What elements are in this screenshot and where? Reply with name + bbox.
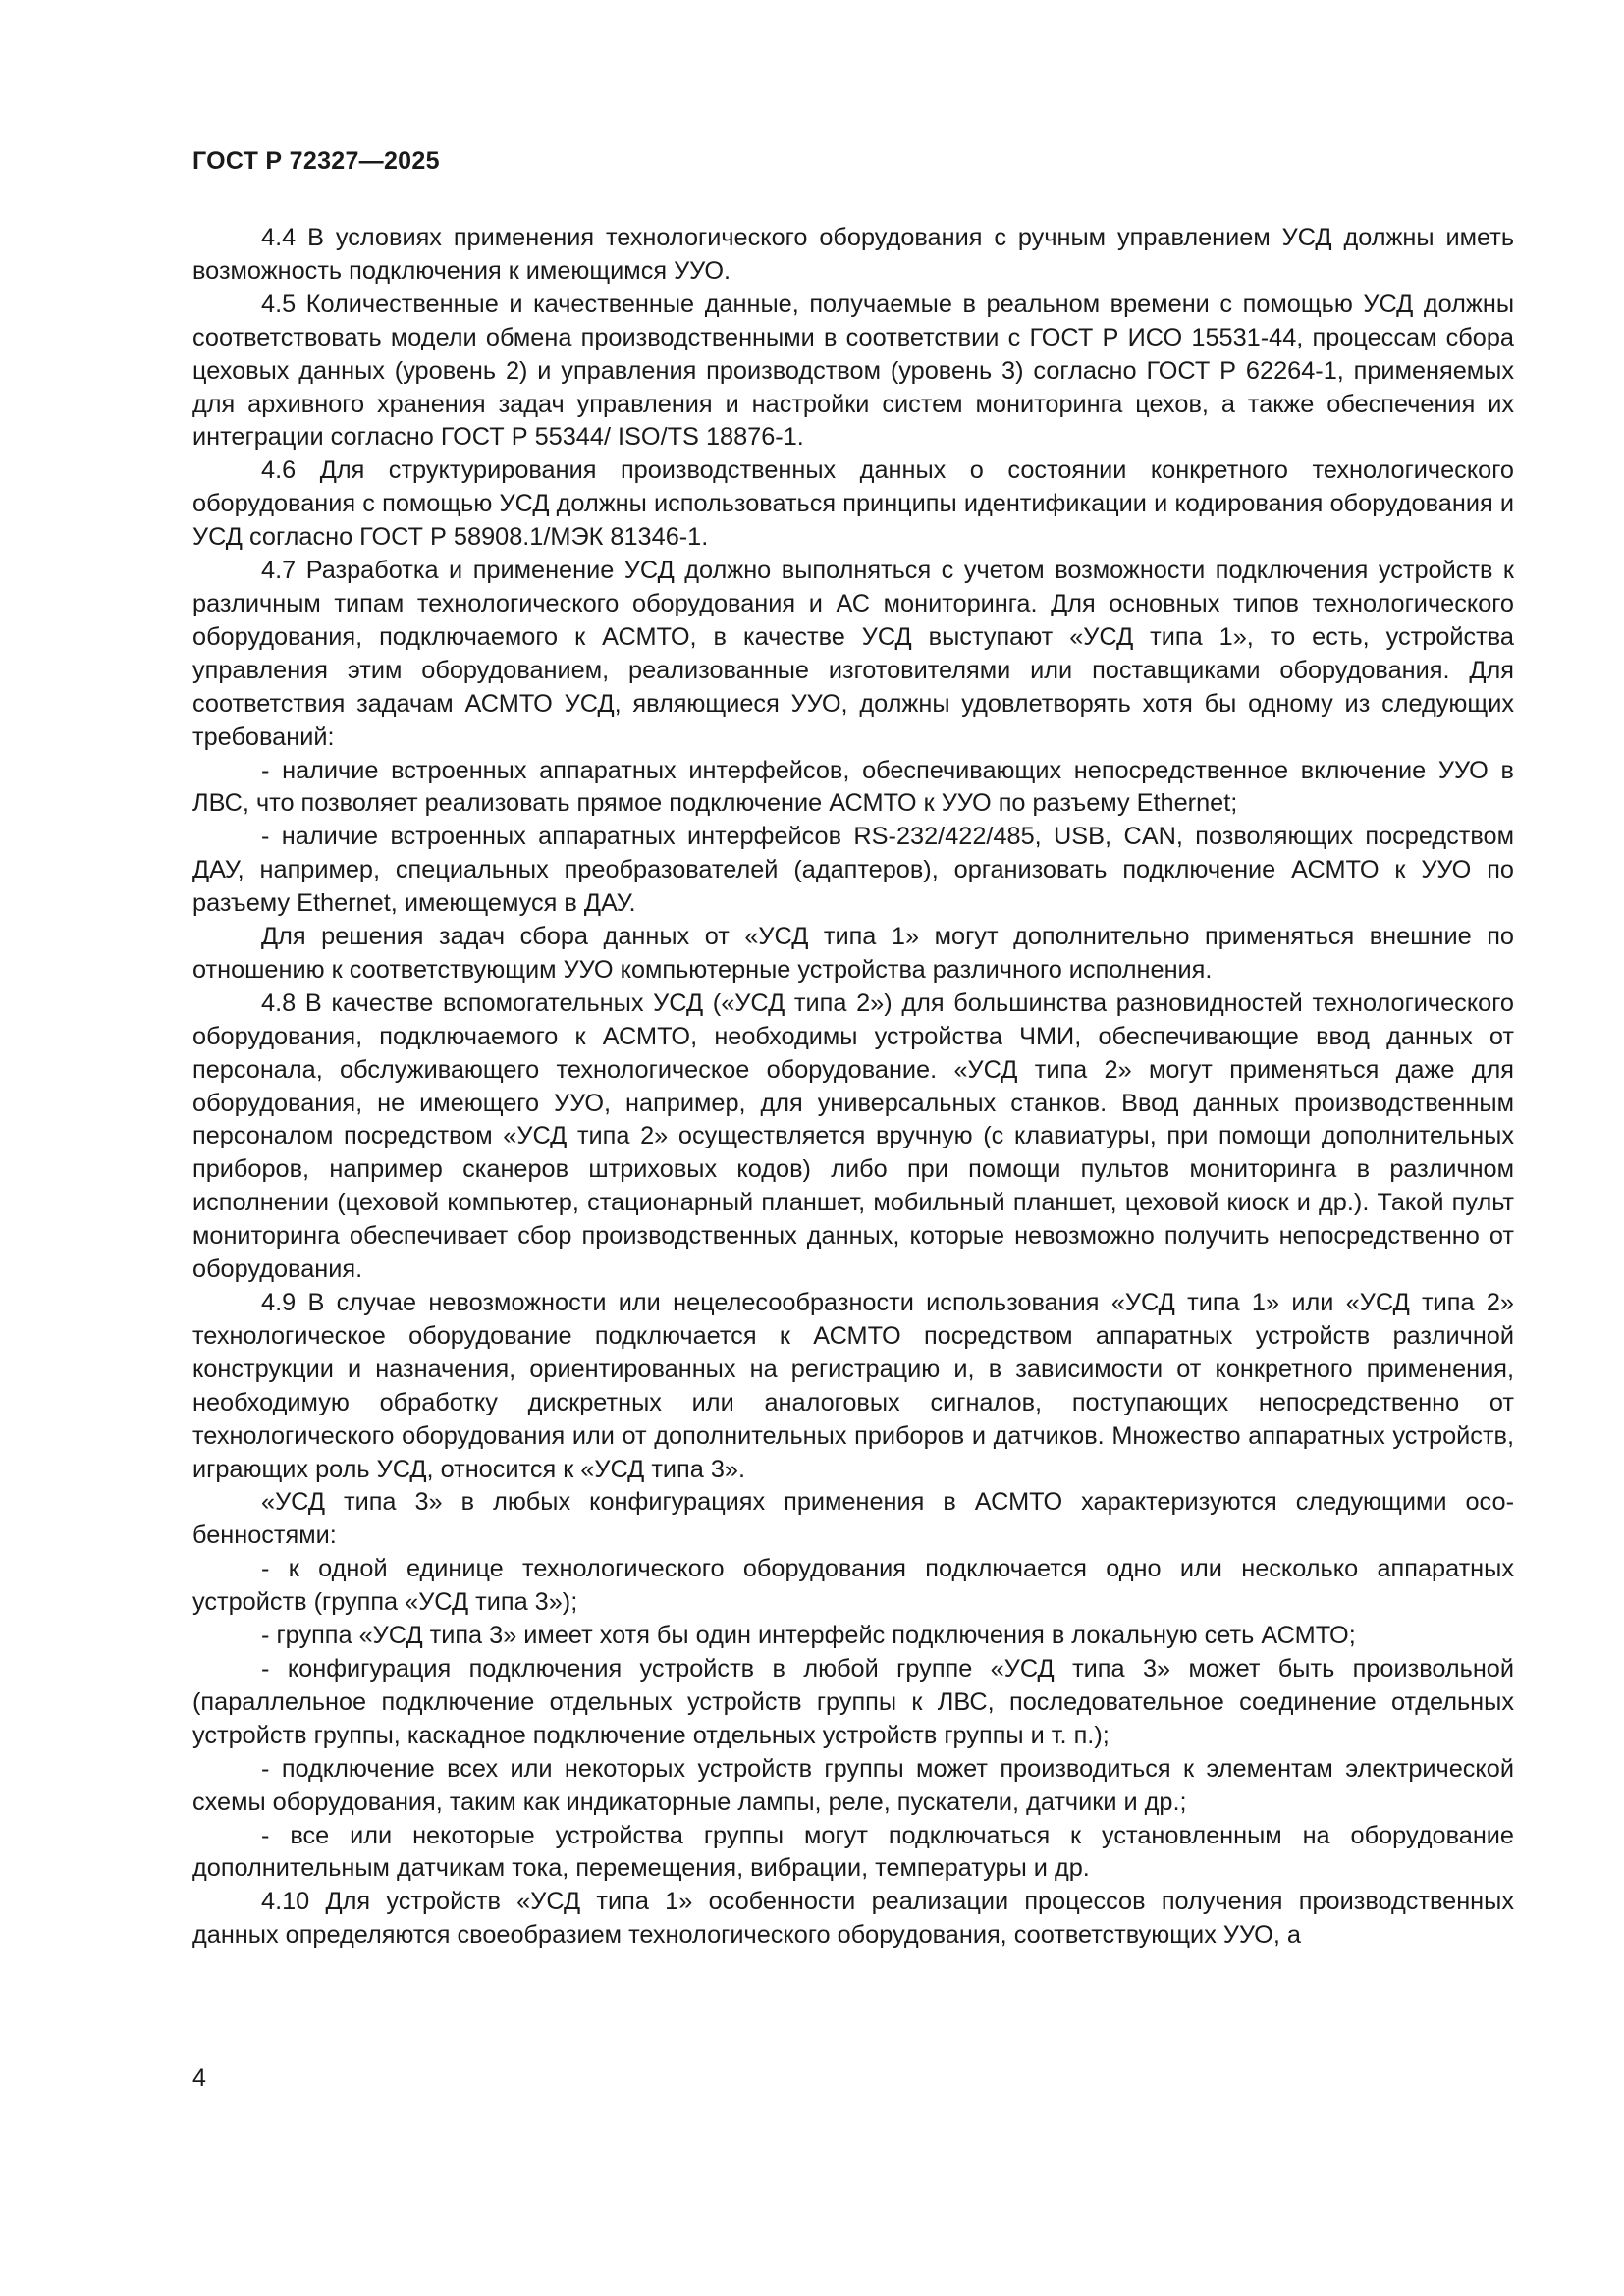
list-item: - все или некоторые устройства группы могут подключаться к установленным на оборудование дополнительным датчикам тока, перемещения, вибрации, температуры и др. xyxy=(192,1821,1514,1883)
list-item: - конфигурация подключения устройств в любой группе «УСД типа 3» может быть произвольной (параллельное подключение отдельных устройств группы к ЛВС, последовательное соединение отдельных устройств группы, каскадное подключение отдельных устройств группы и т. п.); xyxy=(192,1654,1514,1749)
page-number: 4 xyxy=(192,2064,206,2092)
paragraph-4-10: 4.10 Для устройств «УСД типа 1» особенности реализации процессов получения производственных данных определяются своеобразием технологического оборудования, соответствующих УУО, а xyxy=(192,1888,1514,1949)
list-item: - наличие встроенных аппаратных интерфейсов RS-232/422/485, USB, CAN, позволяющих посредством ДАУ, например, специальных преобразователей (адаптеров), организовать подключение АСМТО к УУО по разъему Ethernet, имеющемуся в ДАУ. xyxy=(192,823,1514,918)
paragraph-usd-type3-intro: «УСД типа 3» в любых конфигурациях применения в АСМТО характеризуются следующими особенностями: xyxy=(192,1488,1514,1550)
document-header-standard: ГОСТ Р 72327—2025 xyxy=(192,147,440,175)
list-item: - подключение всех или некоторых устройств группы может производиться к элементам электрической схемы оборудования, таким как индикаторные лампы, реле, пускатели, датчики и др.; xyxy=(192,1754,1514,1816)
paragraph-4-5: 4.5 Количественные и качественные данные, получаемые в реальном времени с помощью УСД должны соответствовать модели обмена производственными в соответствии с ГОСТ Р ИСО 15531-44, процессам сбора цеховых данных (уровень 2) и управления производством (уровень 3) согласно ГОСТ Р 62264-1, применяемых для архивного хранения задач управления и настройки систем мониторинга цехов, а также обеспечения их интеграции согласно ГОСТ Р 55344/ ISO/TS 18876-1. xyxy=(192,290,1514,452)
paragraph-4-9: 4.9 В случае невозможности или нецелесообразности использования «УСД типа 1» или «УСД типа 2» технологическое оборудование подключается к АСМТО посредством аппаратных устройств различной конструкции и назначения, ориентированных на регистрацию и, в зависимости от конкретного применения, необходимую обработку дискретных или аналоговых сигналов, поступающих непосредственно от технологического оборудования или от дополнительных приборов и датчиков. Множество аппаратных устройств, играющих роль УСД, относится к «УСД типа 3». xyxy=(192,1289,1514,1483)
list-item: - группа «УСД типа 3» имеет хотя бы один интерфейс подключения в локальную сеть АСМТО; xyxy=(261,1622,1356,1650)
paragraph-usd-type1-note: Для решения задач сбора данных от «УСД типа 1» могут дополнительно применяться внешние по отношению к соответствующим УУО компьютерные устройства различного исполнения. xyxy=(192,923,1514,984)
list-item: - к одной единице технологического оборудования подключается одно или несколько аппаратных устройств (группа «УСД типа 3»); xyxy=(192,1555,1514,1617)
paragraph-4-7: 4.7 Разработка и применение УСД должно выполняться с учетом возможности подключения устройств к различным типам технологического оборудования и АС мониторинга. Для основных типов технологического оборудования, подключаемого к АСМТО, в качестве УСД выступают «УСД типа 1», то есть, устройства управления этим оборудованием, реализованные изготовителями или поставщиками оборудования. Для соответствия задачам АСМТО УСД, являющиеся УУО, должны удовлетворять хотя бы одному из следующих требований: xyxy=(192,557,1514,751)
paragraph-4-8: 4.8 В качестве вспомогательных УСД («УСД типа 2») для большинства разновидностей технологического оборудования, подключаемого к АСМТО, необходимы устройства ЧМИ, обеспечивающие ввод данных от персонала, обслуживающего технологическое оборудование. «УСД типа 2» могут применяться даже для оборудования, не имеющего УУО, например, для универсальных станков. Ввод данных производственным персоналом посредством «УСД типа 2» осуществляется вручную (с клавиатуры, при помощи дополнительных приборов, например сканеров штриховых кодов) либо при помощи пультов мониторинга в различном исполнении (цеховой компьютер, стационарный планшет, мобильный планшет, цеховой киоск и др.). Такой пульт мониторинга обеспечивает сбор производственных данных, которые невозможно получить непосредственно от оборудования. xyxy=(192,988,1514,1284)
paragraph-4-6: 4.6 Для структурирования производственных данных о состоянии конкретного технологического оборудования с помощью УСД должны использоваться принципы идентификации и кодирования оборудования и УСД согласно ГОСТ Р 58908.1/МЭК 81346-1. xyxy=(192,456,1514,552)
paragraph-4-4: 4.4 В условиях применения технологического оборудования с ручным управлением УСД должны иметь возможность подключения к имеющимся УУО. xyxy=(192,224,1514,285)
list-item: - наличие встроенных аппаратных интерфейсов, обеспечивающих непосредственное включение УУО в ЛВС, что позволяет реализовать прямое подключение АСМТО к УУО по разъему Ethernet; xyxy=(192,756,1514,818)
document-body xyxy=(192,222,1514,1952)
